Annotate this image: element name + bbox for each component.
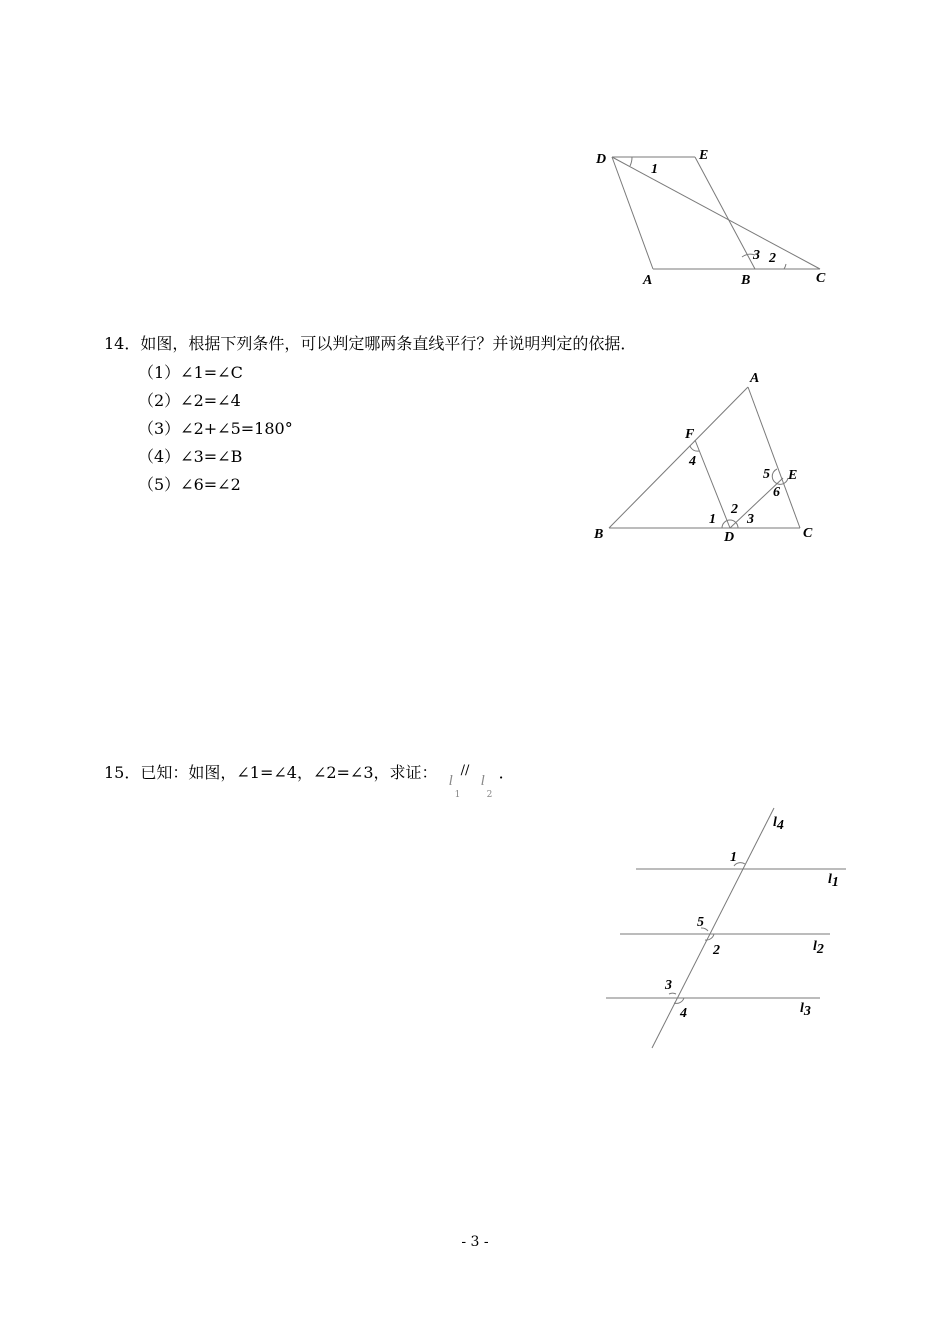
label-e: E	[699, 148, 709, 163]
line-l4	[652, 808, 774, 1048]
angle-3-arc	[669, 993, 676, 994]
angle-label-3: 3	[753, 248, 760, 263]
label-l1: l1	[828, 872, 839, 890]
label-c: C	[803, 526, 813, 541]
l-symbol-2: l	[480, 773, 485, 789]
condition-1: （1）∠1=∠C	[138, 363, 243, 382]
label-d: D	[724, 530, 735, 545]
label-l4: l4	[773, 815, 784, 833]
l-symbol-1: l	[448, 773, 453, 789]
label-c: C	[816, 271, 826, 286]
angle-label-2: 2	[731, 502, 738, 517]
label-f: F	[685, 427, 695, 442]
page-number: - 3 -	[461, 1234, 489, 1250]
angle-2-arc	[784, 264, 786, 269]
angle-label-4: 4	[689, 454, 696, 469]
l-subscript-1: 1	[454, 790, 461, 800]
label-l3: l3	[800, 1001, 811, 1019]
segment-ac	[748, 387, 800, 528]
label-b: B	[594, 527, 604, 542]
angle-label-1: 1	[651, 162, 658, 177]
label-l2: l2	[813, 939, 824, 957]
angle-label-2: 2	[769, 251, 776, 266]
l-subscript-2: 2	[486, 790, 493, 800]
segment-eb	[695, 157, 755, 269]
label-a: A	[750, 371, 760, 386]
angle-label-1: 1	[730, 850, 737, 865]
segment-ab	[609, 387, 748, 528]
question-15-period: ．	[498, 763, 515, 782]
angle-label-3: 3	[665, 978, 672, 993]
angle-label-2: 2	[713, 943, 720, 958]
figure-14	[0, 360, 950, 560]
angle-1-arc	[630, 157, 632, 166]
angle-label-6: 6	[773, 485, 780, 500]
parallel-sign: //	[460, 763, 470, 778]
label-d: D	[596, 152, 607, 167]
question-14-text: 14．如图，根据下列条件，可以判定哪两条直线平行？并说明判定的依据．	[104, 334, 637, 353]
figure-13	[0, 0, 950, 310]
question-15-prompt: 15．已知：如图，∠1=∠4，∠2=∠3，求证：	[104, 763, 438, 782]
angle-5-arc	[772, 469, 778, 484]
figure-15	[0, 800, 950, 1060]
parallel-statement	[443, 762, 499, 800]
label-b: B	[741, 273, 751, 288]
angle-label-3: 3	[747, 512, 754, 527]
question-15-text	[104, 762, 515, 800]
angle-label-4: 4	[680, 1006, 687, 1021]
condition-3: （3）∠2+∠5=180°	[138, 419, 293, 438]
segment-da	[612, 157, 653, 269]
label-a: A	[643, 273, 653, 288]
condition-2: （2）∠2=∠4	[138, 391, 241, 410]
angle-label-5: 5	[763, 467, 770, 482]
segment-dc	[612, 157, 820, 269]
label-e: E	[788, 468, 798, 483]
angle-label-1: 1	[709, 512, 716, 527]
condition-4: （4）∠3=∠B	[138, 447, 243, 466]
angle-label-5: 5	[697, 915, 704, 930]
condition-5: （5）∠6=∠2	[138, 475, 241, 494]
